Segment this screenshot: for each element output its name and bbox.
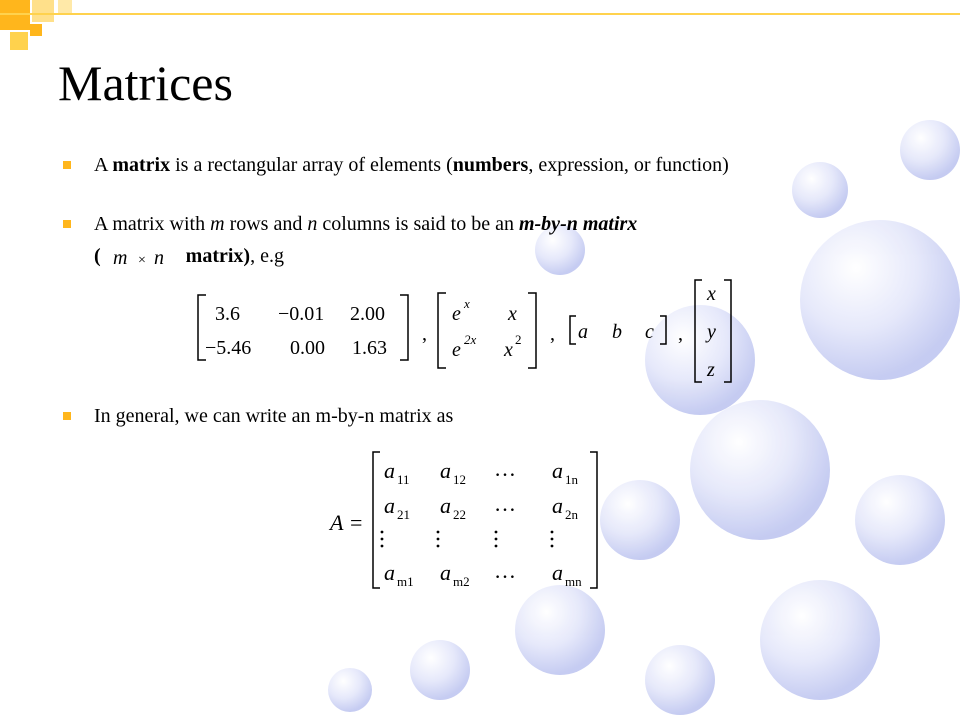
matrix-cell: a xyxy=(384,560,395,585)
comma: , xyxy=(550,323,555,345)
matrix-cell: y xyxy=(707,321,716,343)
text-span: , expression, or function) xyxy=(528,154,729,176)
ellipsis: … xyxy=(494,456,516,481)
left-bracket xyxy=(570,316,576,344)
matrix-cell: x xyxy=(508,303,517,325)
example-matrix-4 xyxy=(695,280,731,382)
matrix-cell: −5.46 xyxy=(205,337,252,359)
matrix-cell: a xyxy=(552,560,563,585)
text-span: rows and xyxy=(224,213,308,235)
matrix-cell: 2.00 xyxy=(350,303,385,325)
example-matrix-2 xyxy=(438,293,536,368)
matrix-cell: e xyxy=(452,303,461,325)
subscript: m1 xyxy=(397,574,414,589)
left-bracket xyxy=(695,280,702,382)
times-symbol: × xyxy=(138,253,146,268)
left-bracket xyxy=(373,452,380,588)
example-matrix-3 xyxy=(570,316,666,344)
right-bracket xyxy=(590,452,597,588)
matrix-cell: a xyxy=(552,493,563,518)
matrix-cell: a xyxy=(440,458,451,483)
example-matrix-1 xyxy=(198,295,408,360)
matrix-name: A xyxy=(330,510,344,535)
slide-title: Matrices xyxy=(58,55,233,111)
matrix-cell: −0.01 xyxy=(278,303,325,325)
comma: , xyxy=(422,323,427,345)
matrix-cell: x xyxy=(504,339,513,361)
exponent: 2x xyxy=(464,332,477,347)
matrix-cell: z xyxy=(707,359,715,381)
matrix-cell: 1.63 xyxy=(352,337,387,359)
left-bracket xyxy=(438,293,446,368)
matrix-cell: c xyxy=(645,321,654,343)
matrix-cell: x xyxy=(707,283,716,305)
matrix-cell: a xyxy=(440,493,451,518)
italic-m: m xyxy=(210,213,225,235)
right-bracket xyxy=(400,295,408,360)
ellipsis: … xyxy=(494,558,516,583)
subscript: 2n xyxy=(565,507,578,522)
text-span: , e.g xyxy=(250,245,284,267)
bold-italic-term: m-by-n matirx xyxy=(518,213,638,235)
equals-sign: = xyxy=(350,510,363,535)
m-symbol: m xyxy=(113,247,128,269)
right-bracket xyxy=(528,293,536,368)
matrix-cell: a xyxy=(578,321,588,343)
bold-term: matrix) xyxy=(185,245,251,267)
bold-term: matrix xyxy=(112,154,171,176)
text-span: A xyxy=(94,154,113,176)
ellipsis: … xyxy=(494,491,516,516)
subscript: 1n xyxy=(565,472,578,487)
matrix-cell: e xyxy=(452,339,461,361)
matrix-cell: a xyxy=(384,493,395,518)
subscript: 22 xyxy=(453,507,466,522)
text-span: is a rectangular array of elements ( xyxy=(170,154,453,176)
open-paren: ( xyxy=(94,245,101,267)
text-span: columns is said to be an xyxy=(317,213,519,235)
bold-term: numbers xyxy=(452,154,529,176)
matrix-cell: 3.6 xyxy=(215,303,240,325)
subscript: 21 xyxy=(397,507,410,522)
matrix-cell: 0.00 xyxy=(290,337,325,359)
subscript: mn xyxy=(565,574,582,589)
mxn-expression xyxy=(113,247,164,269)
bullet-text-3: In general, we can write an m-by-n matrix as xyxy=(94,405,454,427)
right-bracket xyxy=(660,316,666,344)
matrix-row-2 xyxy=(384,491,579,522)
general-matrix xyxy=(328,452,597,589)
text-span: A matrix with xyxy=(94,213,211,235)
matrix-row-m xyxy=(384,558,582,589)
n-symbol: n xyxy=(154,247,164,269)
subscript: 12 xyxy=(453,472,466,487)
exponent: 2 xyxy=(515,332,522,347)
comma: , xyxy=(678,323,683,345)
matrix-cell: a xyxy=(552,458,563,483)
subscript: m2 xyxy=(453,574,470,589)
matrix-row-1 xyxy=(384,456,579,487)
right-bracket xyxy=(724,280,731,382)
matrix-cell: b xyxy=(612,321,622,343)
exponent: x xyxy=(464,296,470,311)
vertical-dots-row xyxy=(381,531,554,548)
italic-n: n xyxy=(307,213,318,235)
subscript: 11 xyxy=(397,472,410,487)
matrix-cell: a xyxy=(384,458,395,483)
matrix-cell: a xyxy=(440,560,451,585)
